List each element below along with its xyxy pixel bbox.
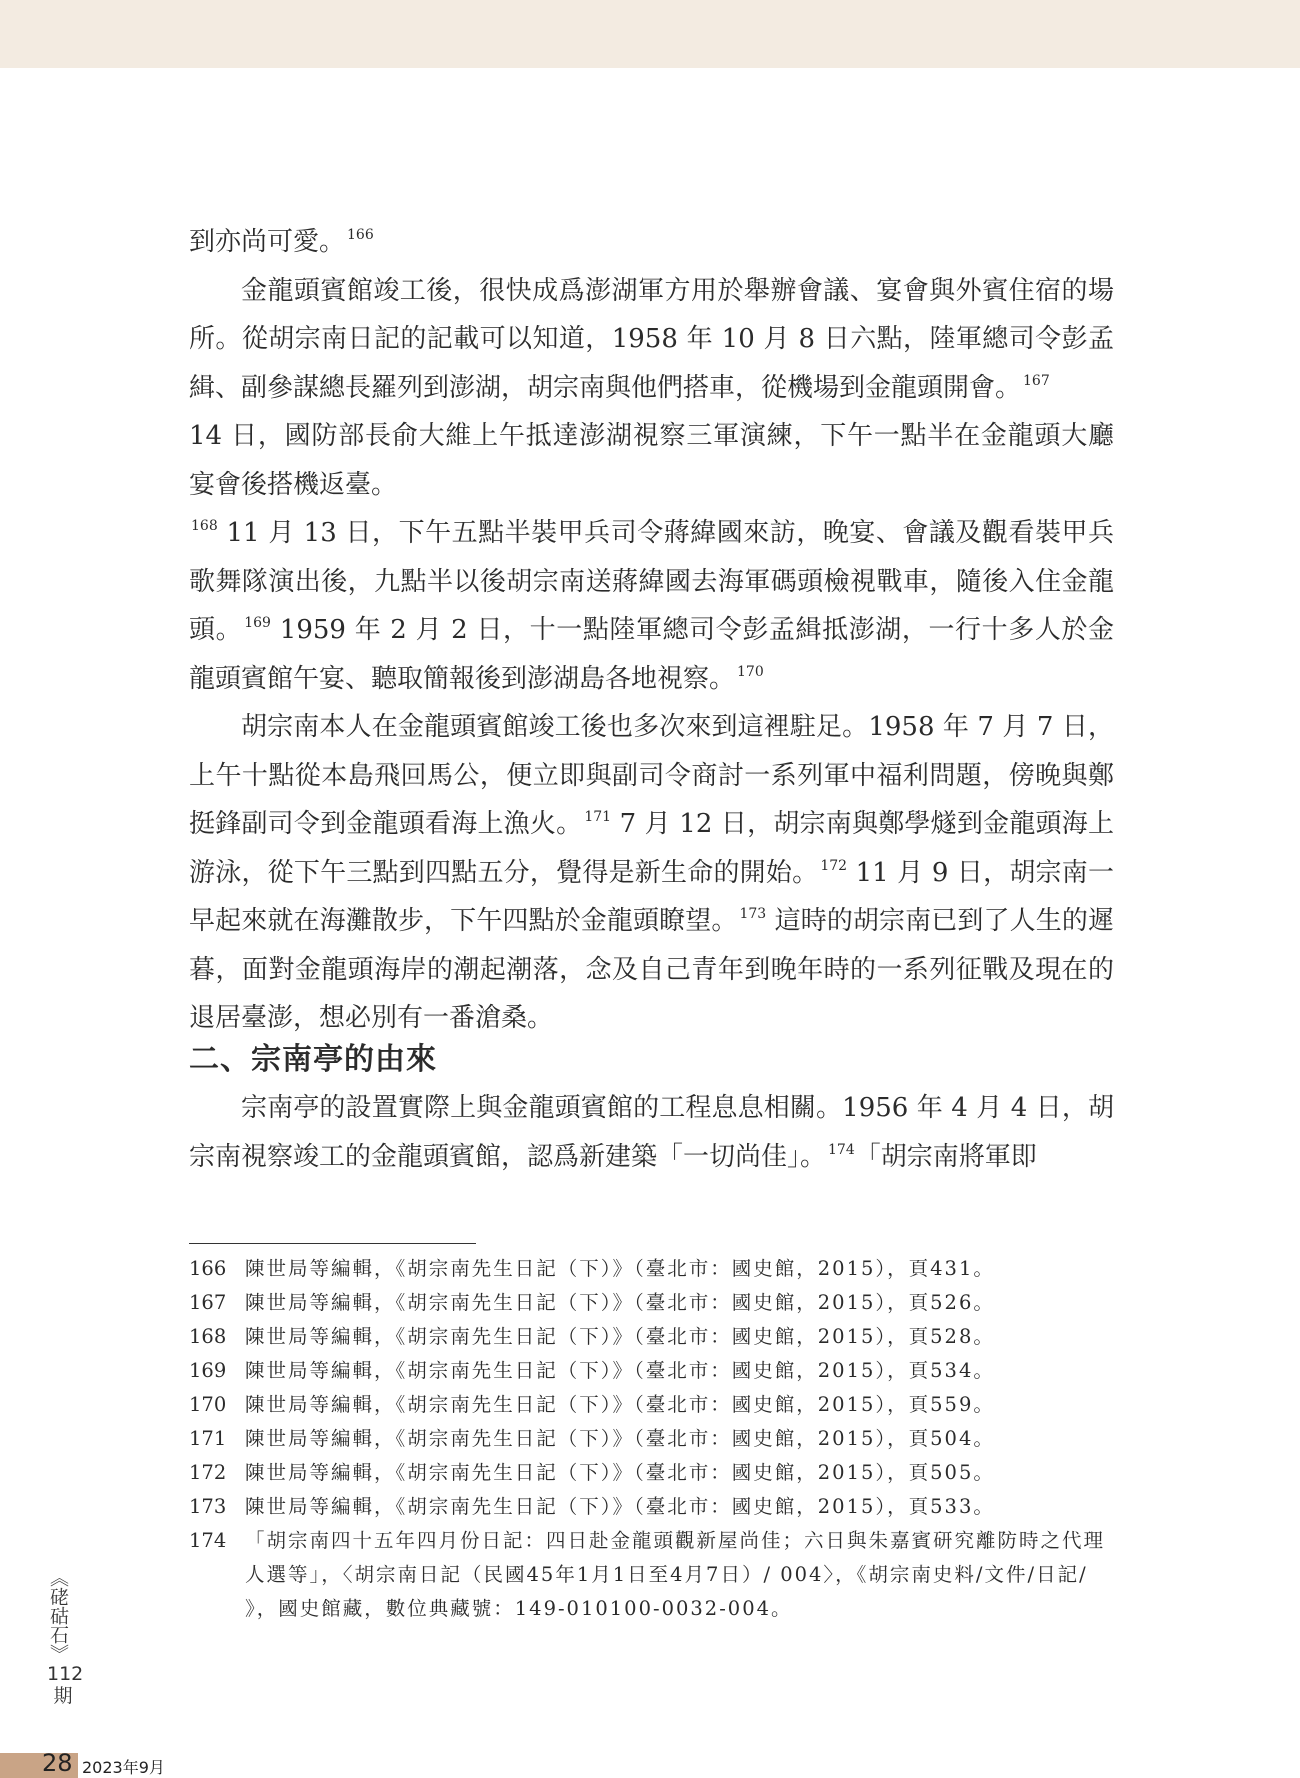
footnote-168: 168 陳世局等編輯，《胡宗南先生日記（下）》（臺北市：國史館，2015），頁528。 bbox=[189, 1325, 995, 1348]
paragraph-1: 到亦尚可愛。 $^{166}$ bbox=[189, 227, 374, 257]
footnote-174: 174 「胡宗南四十五年四月份日記：四日赴金龍頭觀新屋尚佳；六日與朱嘉賓研究離防時之代理 bbox=[189, 1529, 1106, 1552]
footnote-divider bbox=[189, 1243, 476, 1244]
footnote-173: 173 陳世局等編輯，《胡宗南先生日記（下）》（臺北市：國史館，2015），頁533。 bbox=[189, 1495, 995, 1518]
paragraph-4: 宗南亭的設置實際上與金龍頭賓館的工程息息相關。1956 年 4 月 4 日，胡宗南視察竣工的金龍頭賓館，認爲新建築「一切尚佳」。 $^{174}$「胡宗南將軍即 bbox=[189, 1093, 1114, 1172]
footnote-ref-167[interactable]: 167 bbox=[1023, 372, 1050, 389]
footnote-174-line-2: 人選等」，〈胡宗南日記（民國45年1月1日至4月7日）/ 004〉，《胡宗南史料/文件/日記/ bbox=[245, 1563, 1088, 1586]
footnote-169: 169 陳世局等編輯，《胡宗南先生日記（下）》（臺北市：國史館，2015），頁534。 bbox=[189, 1359, 995, 1382]
footnote-170: 170 陳世局等編輯，《胡宗南先生日記（下）》（臺北市：國史館，2015），頁559。 bbox=[189, 1393, 995, 1416]
paragraph-3: 胡宗南本人在金龍頭賓館竣工後也多次來到這裡駐足。1958 年 7 月 7 日，上午十點從本島飛回馬公，便立即與副司令商討一系列軍中福利問題，傍晚與鄭挺鋒副司令到金龍頭看海上漁火。 $^{171}$ 7 月 12 日，胡宗南與鄭學燧到金龍頭海上游泳，從下午三點到四點五分，覺得是新生命的開始。 $^{172}$ 11 月 9 日，胡宗南一早起來就在海灘散步，下午四點於金龍頭瞭望。 $^{173}$ 這時的胡宗南已到了人生的遲暮，面對金龍頭海岸的潮起潮落，念及自己青年到晚年時的一系列征戰及現在的退居臺澎，想必別有一番滄桑。 bbox=[189, 712, 1114, 1033]
footnote-167: 167 陳世局等編輯，《胡宗南先生日記（下）》（臺北市：國史館，2015），頁526。 bbox=[189, 1291, 995, 1314]
paragraph-2: 金龍頭賓館竣工後，很快成爲澎湖軍方用於舉辦會議、宴會與外賓住宿的場所。從胡宗南日記的記載可以知道，1958 年 10 月 8 日六點，陸軍總司令彭孟緝、副參謀總長羅列到澎湖，胡宗南與他們搭車，從機場到金龍頭開會。 $^{167}$ 14 日，國防部長俞大維上午抵達澎湖視察三軍演練，下午一點半在金龍頭大廳宴會後搭機返臺。$^{168}$ 11 月 13 日，下午五點半裝甲兵司令蔣緯國來訪，晚宴、會議及觀看裝甲兵歌舞隊演出後，九點半以後胡宗南送蔣緯國去海軍碼頭檢視戰車，隨後入住金龍頭。 $^{169}$ 1959 年 2 月 2 日，十一點陸軍總司令彭孟緝抵澎湖，一行十多人於金龍頭賓館午宴、聽取簡報後到澎湖島各地視察。 $^{170}$ bbox=[189, 275, 1114, 694]
page-number: 28 bbox=[42, 1749, 73, 1777]
section-heading: 二、宗南亭的由來 bbox=[189, 1042, 437, 1077]
footnote-ref-168[interactable]: 168 bbox=[191, 518, 218, 534]
footnote-172: 172 陳世局等編輯，《胡宗南先生日記（下）》（臺北市：國史館，2015），頁505。 bbox=[189, 1461, 995, 1484]
header-band bbox=[0, 0, 1300, 68]
journal-side-title bbox=[47, 1568, 84, 1707]
journal-name: 《硓𥑮石》 bbox=[47, 1568, 69, 1663]
issue-number: 112期 bbox=[47, 1663, 84, 1707]
footnote-ref-166[interactable]: 166 bbox=[347, 227, 374, 243]
footnote-174-line-3: 》，國史館藏，數位典藏號：149-010100-0032-004。 bbox=[245, 1597, 793, 1620]
footnotes bbox=[189, 1252, 1119, 1626]
footnote-ref-171[interactable]: 171 bbox=[584, 809, 612, 825]
footnote-ref-169[interactable]: 169 bbox=[244, 615, 271, 631]
footnote-ref-172[interactable]: 172 bbox=[820, 857, 848, 874]
main-text bbox=[189, 218, 1114, 1043]
footnote-ref-173[interactable]: 173 bbox=[739, 906, 767, 922]
section-text bbox=[189, 1084, 1114, 1181]
footnote-ref-170[interactable]: 170 bbox=[737, 663, 764, 680]
footnote-171: 171 陳世局等編輯，《胡宗南先生日記（下）》（臺北市：國史館，2015），頁504。 bbox=[189, 1427, 995, 1450]
footnote-166: 166 陳世局等編輯，《胡宗南先生日記（下）》（臺北市：國史館，2015），頁431。 bbox=[189, 1257, 995, 1280]
issue-date: 2023年9月 bbox=[82, 1758, 165, 1777]
footnote-ref-174[interactable]: 174 bbox=[828, 1141, 855, 1158]
